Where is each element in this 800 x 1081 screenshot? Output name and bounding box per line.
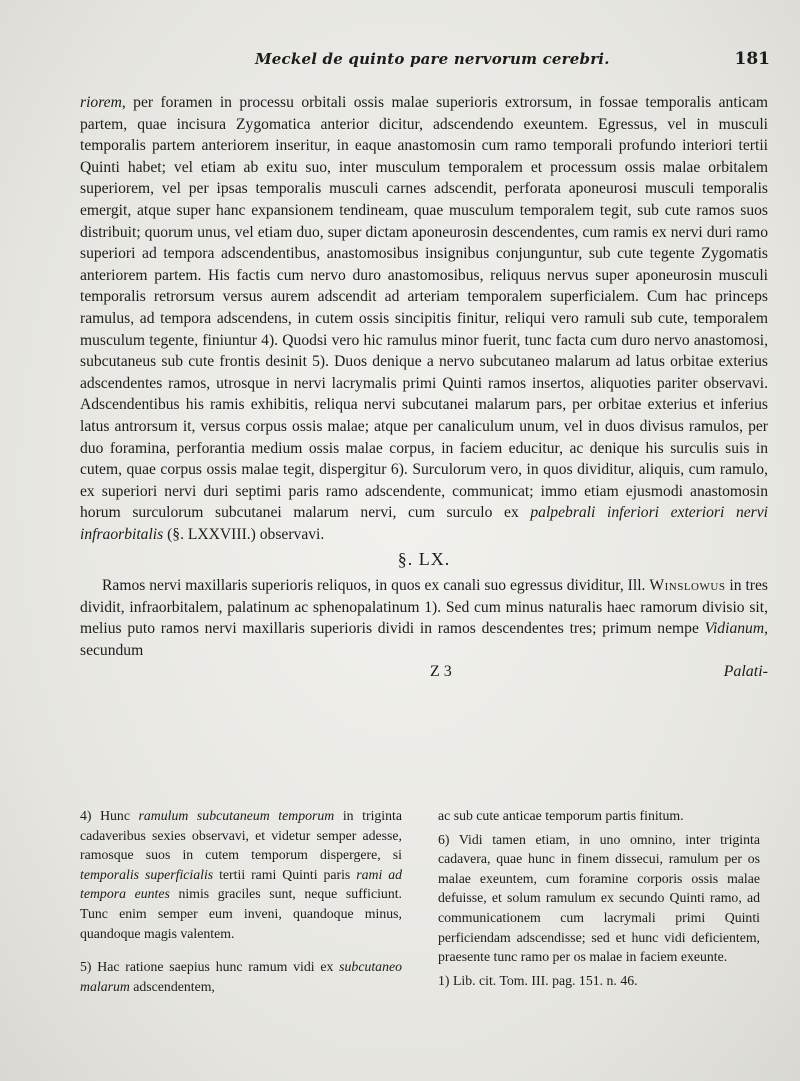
footnotes-left-column: [80, 806, 402, 996]
text-run: tertii rami Quinti paris: [213, 866, 357, 882]
page-header: [80, 50, 770, 74]
text-run: adscendentem,: [129, 978, 215, 994]
text-run: 4) Hunc: [80, 808, 139, 823]
text-run: 5) Hac ratione saepius hunc ramum vidi ex: [80, 959, 340, 975]
footnote-5-continued: ac sub cute anticae temporum partis finitum.: [438, 808, 684, 823]
italic-run: rami ad tempora euntes: [80, 866, 403, 902]
running-title: Meckel de quinto pare nervorum cerebri.: [255, 50, 610, 68]
footnote-1: 1) Lib. cit. Tom. III. pag. 151. n. 46.: [438, 972, 638, 988]
signature-line: [80, 661, 768, 683]
italic-run: ramulum subcutaneum temporum: [138, 808, 335, 823]
signature-mark: Z 3: [430, 663, 452, 681]
paragraph-2: [80, 575, 768, 661]
catchword: Palati-: [723, 663, 768, 681]
paragraph-1: [80, 92, 768, 545]
text-run: (§. LXXVIII.) observavi.: [163, 525, 325, 543]
footnote-4: [80, 806, 402, 943]
text-run: in tres dividit, infraorbitalem, palatinum ac sphenopalatinum 1). Sed cum minus naturalis haec ramorum divisio sit, melius puto ramos nervi maxillaris superioris dividi in ramos descendentes tres; primum nempe: [80, 577, 768, 638]
text-run: , secundum: [80, 620, 768, 659]
page-number: 181: [734, 49, 770, 69]
italic-run: Vidianum: [704, 620, 765, 638]
text-run: , per foramen in processu orbitali ossis malae superioris extrorsum, in fossae temporalis anticam partem, quae incisura Zygomatica anterior dicitur, adscendendo exeuntem. Egressus, vel in musculi temporalis partem anteriorem inseritur, in eaque anastomosin cum ramo temporali profundo interiori tertii Quinti habet; vel etiam ab exitu suo, inter musculum temporalem et processum ossis malae orbitalem superiorem, vel per ipsas temporalis musculi carnes adscendit, perforata aponeurosi musculi temporalis emergit, atque super hanc expansionem tendineam, quae musculum temporalem tegit, sub cute ramos suos distribuit; quorum unus, vel etiam duo, super dictam aponeurosin descendentes, cum ramis ex nervi duri ramo superiori ad tempora adscendentibus, anastomosibus insignibus conjunguntur, sub cute tegente Zygomatis anteriorem partem. His factis cum nervo duro anastomosibus, reliquus nervus super aponeurosin musculi temporalis retrorsum versus aurem adscendit ad arteriam temporalem superficialem. Cum hac princeps ramulus, ad tempora adscendens, in cutem ossis sincipitis finitur, reliqui vero ramuli sub cute, temporalem musculum tegente, finiuntur 4). Quodsi vero hic ramulus minor fuerit, tunc facta cum duro nervo anastomosi, subcutaneus sub cute frontis desinit 5). Duos denique a nervo subcutaneo malarum ad latus orbitae exterius adscendentes ramos, utrosque in nervi lacrymalis primi Quinti ramos insertos, aliquoties pariter observavi. Adscendentibus his ramis exhibitis, reliqua nervi subcutanei malarum pars, per orbitae exterius et inferius latus antrorsum it, versus corpus ossis malae; atque per canaliculum unum, vel in duos divisus ramulos, per duo foramina, perforantia medium ossis malae corpus, in faciem educitur, ac denique his surculis suis in cutem, quae corpus ossis malae tegit, dispergitur 6). Surculorum vero, in quos dividitur, aliquis, cum ramulo, ex superiori nervi duri septimi paris ramo adscendente, communicat; immo etiam ejusmodi anastomosin horum surculorum subcutanei malarum nervi, cum surculo ex: [80, 94, 768, 522]
footnote-5: [80, 957, 402, 996]
italic-run: palpebrali inferiori exteriori nervi infraorbitalis: [80, 504, 768, 543]
section-heading: §. LX.: [397, 549, 451, 570]
footnote-6: 6) Vidi tamen etiam, in uno omnino, inter triginta cadavera, quae hunc in finem dissecui, ramulum per os malae exeuntem, cum foramine corporis ossis malae defuisse, et solum ramulum ex secundo Quinti ramo, ad communicationem cum lacrymali primi Quinti perficiendam adscendisse; sed et hunc vidi deficientem, praesente tunc ramo per os malae in faciem exeunte.: [438, 831, 760, 965]
main-text: [80, 92, 768, 683]
footnotes-right-column: [438, 806, 760, 990]
text-run: Ramos nervi maxillaris superioris reliquos, in quos ex canali suo egressus dividitur, Ill.: [102, 577, 650, 595]
text-run: in triginta cadaveribus sexies observavi, et videtur semper adesse, ramosque suos in cutem temporum dispergere, si: [80, 808, 402, 863]
italic-run: riorem: [80, 94, 122, 111]
small-caps-run: Winslowus: [649, 577, 726, 595]
text-run: nimis graciles sunt, neque sufficiunt. Tunc enim semper eum inveni, quandoque minus, quandoque magis valentem.: [80, 886, 402, 941]
italic-run: temporalis superficialis: [80, 866, 214, 882]
italic-run: subcutaneo malarum: [80, 959, 402, 994]
